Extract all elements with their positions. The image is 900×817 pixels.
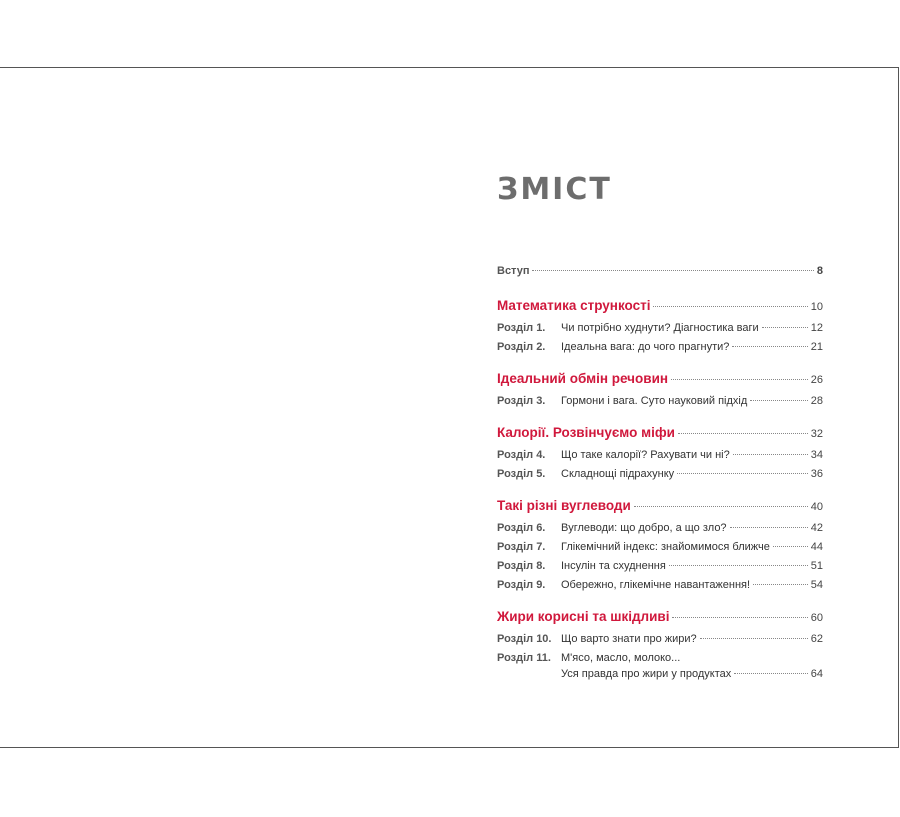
dot-leader: [669, 565, 808, 566]
toc-part-entry[interactable]: [497, 420, 823, 446]
chapter-label: Розділ 11.: [497, 652, 551, 664]
toc-part-entry[interactable]: [497, 366, 823, 392]
toc-chapter-entry[interactable]: [497, 446, 823, 465]
toc-chapter-entry[interactable]: [497, 649, 823, 667]
page-number: 44: [810, 541, 823, 553]
table-of-contents: [497, 262, 823, 682]
toc-chapter-entry[interactable]: [497, 465, 823, 484]
part-title: Такі різні вуглеводи: [497, 498, 631, 513]
dot-leader: [672, 617, 807, 618]
dot-leader: [700, 638, 808, 639]
part-title: Ідеальний обмін речовин: [497, 371, 669, 386]
toc-chapter-entry-continuation[interactable]: [497, 667, 823, 682]
page-number: 42: [810, 522, 823, 534]
toc-chapter-entry[interactable]: [497, 630, 823, 649]
dot-leader: [532, 270, 813, 271]
dot-leader: [733, 454, 808, 455]
toc-chapter-entry[interactable]: [497, 319, 823, 338]
chapter-label: Розділ 5.: [497, 468, 546, 480]
dot-leader: [750, 400, 807, 401]
dot-leader: [734, 673, 808, 674]
chapter-title-line2: Уся правда про жири у продуктах: [561, 668, 732, 680]
toc-chapter-entry[interactable]: [497, 338, 823, 357]
chapter-label: Розділ 3.: [497, 395, 546, 407]
chapter-title: Що таке калорії? Рахувати чи ні?: [561, 449, 730, 461]
dot-leader: [671, 379, 808, 380]
toc-chapter-entry[interactable]: [497, 392, 823, 411]
chapter-title: М'ясо, масло, молоко...: [561, 652, 681, 664]
chapter-label: Розділ 4.: [497, 449, 546, 461]
chapter-title: Ідеальна вага: до чого прагнути?: [561, 341, 730, 353]
dot-leader: [653, 306, 807, 307]
chapter-label: Розділ 10.: [497, 633, 552, 645]
chapter-title: Гормони і вага. Суто науковий підхід: [561, 395, 748, 407]
page-number: 21: [810, 341, 823, 353]
toc-part-entry[interactable]: [497, 604, 823, 630]
part-title: Жири корисні та шкідливі: [497, 609, 670, 624]
page-number: 10: [810, 301, 823, 313]
toc-intro-entry[interactable]: [497, 262, 823, 281]
chapter-title: Складнощі підрахунку: [561, 468, 675, 480]
chapter-title: Обережно, глікемічне навантаження!: [561, 579, 751, 591]
dot-leader: [677, 473, 808, 474]
chapter-label: Розділ 1.: [497, 322, 546, 334]
dot-leader: [678, 433, 808, 434]
part-title: Математика стрункості: [497, 298, 651, 313]
chapter-title: Що варто знати про жири?: [561, 633, 697, 645]
chapter-title: Чи потрібно худнути? Діагностика ваги: [561, 322, 759, 334]
part-title: Калорії. Розвінчуємо міфи: [497, 425, 675, 440]
dot-leader: [753, 584, 808, 585]
page-number: 12: [810, 322, 823, 334]
dot-leader: [730, 527, 808, 528]
chapter-label: Розділ 6.: [497, 522, 546, 534]
chapter-label: Розділ 9.: [497, 579, 546, 591]
page-number: 28: [810, 395, 823, 407]
dot-leader: [732, 346, 807, 347]
dot-leader: [634, 506, 808, 507]
dot-leader: [773, 546, 808, 547]
page-number: 51: [810, 560, 823, 572]
chapter-label: Розділ 2.: [497, 341, 546, 353]
toc-chapter-entry[interactable]: [497, 557, 823, 576]
toc-part-entry[interactable]: [497, 293, 823, 319]
toc-chapter-entry[interactable]: [497, 538, 823, 557]
page-number: 36: [810, 468, 823, 480]
page-number: 8: [816, 265, 823, 277]
page-number: 64: [810, 668, 823, 680]
page-number: 60: [810, 612, 823, 624]
page-number: 32: [810, 428, 823, 440]
toc-chapter-entry[interactable]: [497, 519, 823, 538]
page-title: ЗМІСТ: [497, 172, 612, 207]
page-number: 26: [810, 374, 823, 386]
page-number: 54: [810, 579, 823, 591]
page-number: 34: [810, 449, 823, 461]
toc-part-entry[interactable]: [497, 493, 823, 519]
chapter-title: Вуглеводи: що добро, а що зло?: [561, 522, 727, 534]
toc-chapter-entry[interactable]: [497, 576, 823, 595]
page-number: 40: [810, 501, 823, 513]
toc-intro-label: Вступ: [497, 265, 530, 277]
page-number: 62: [810, 633, 823, 645]
chapter-label: Розділ 8.: [497, 560, 546, 572]
chapter-title: Інсулін та схуднення: [561, 560, 666, 572]
dot-leader: [762, 327, 808, 328]
chapter-title: Глікемічний індекс: знайомимося ближче: [561, 541, 770, 553]
chapter-label: Розділ 7.: [497, 541, 546, 553]
